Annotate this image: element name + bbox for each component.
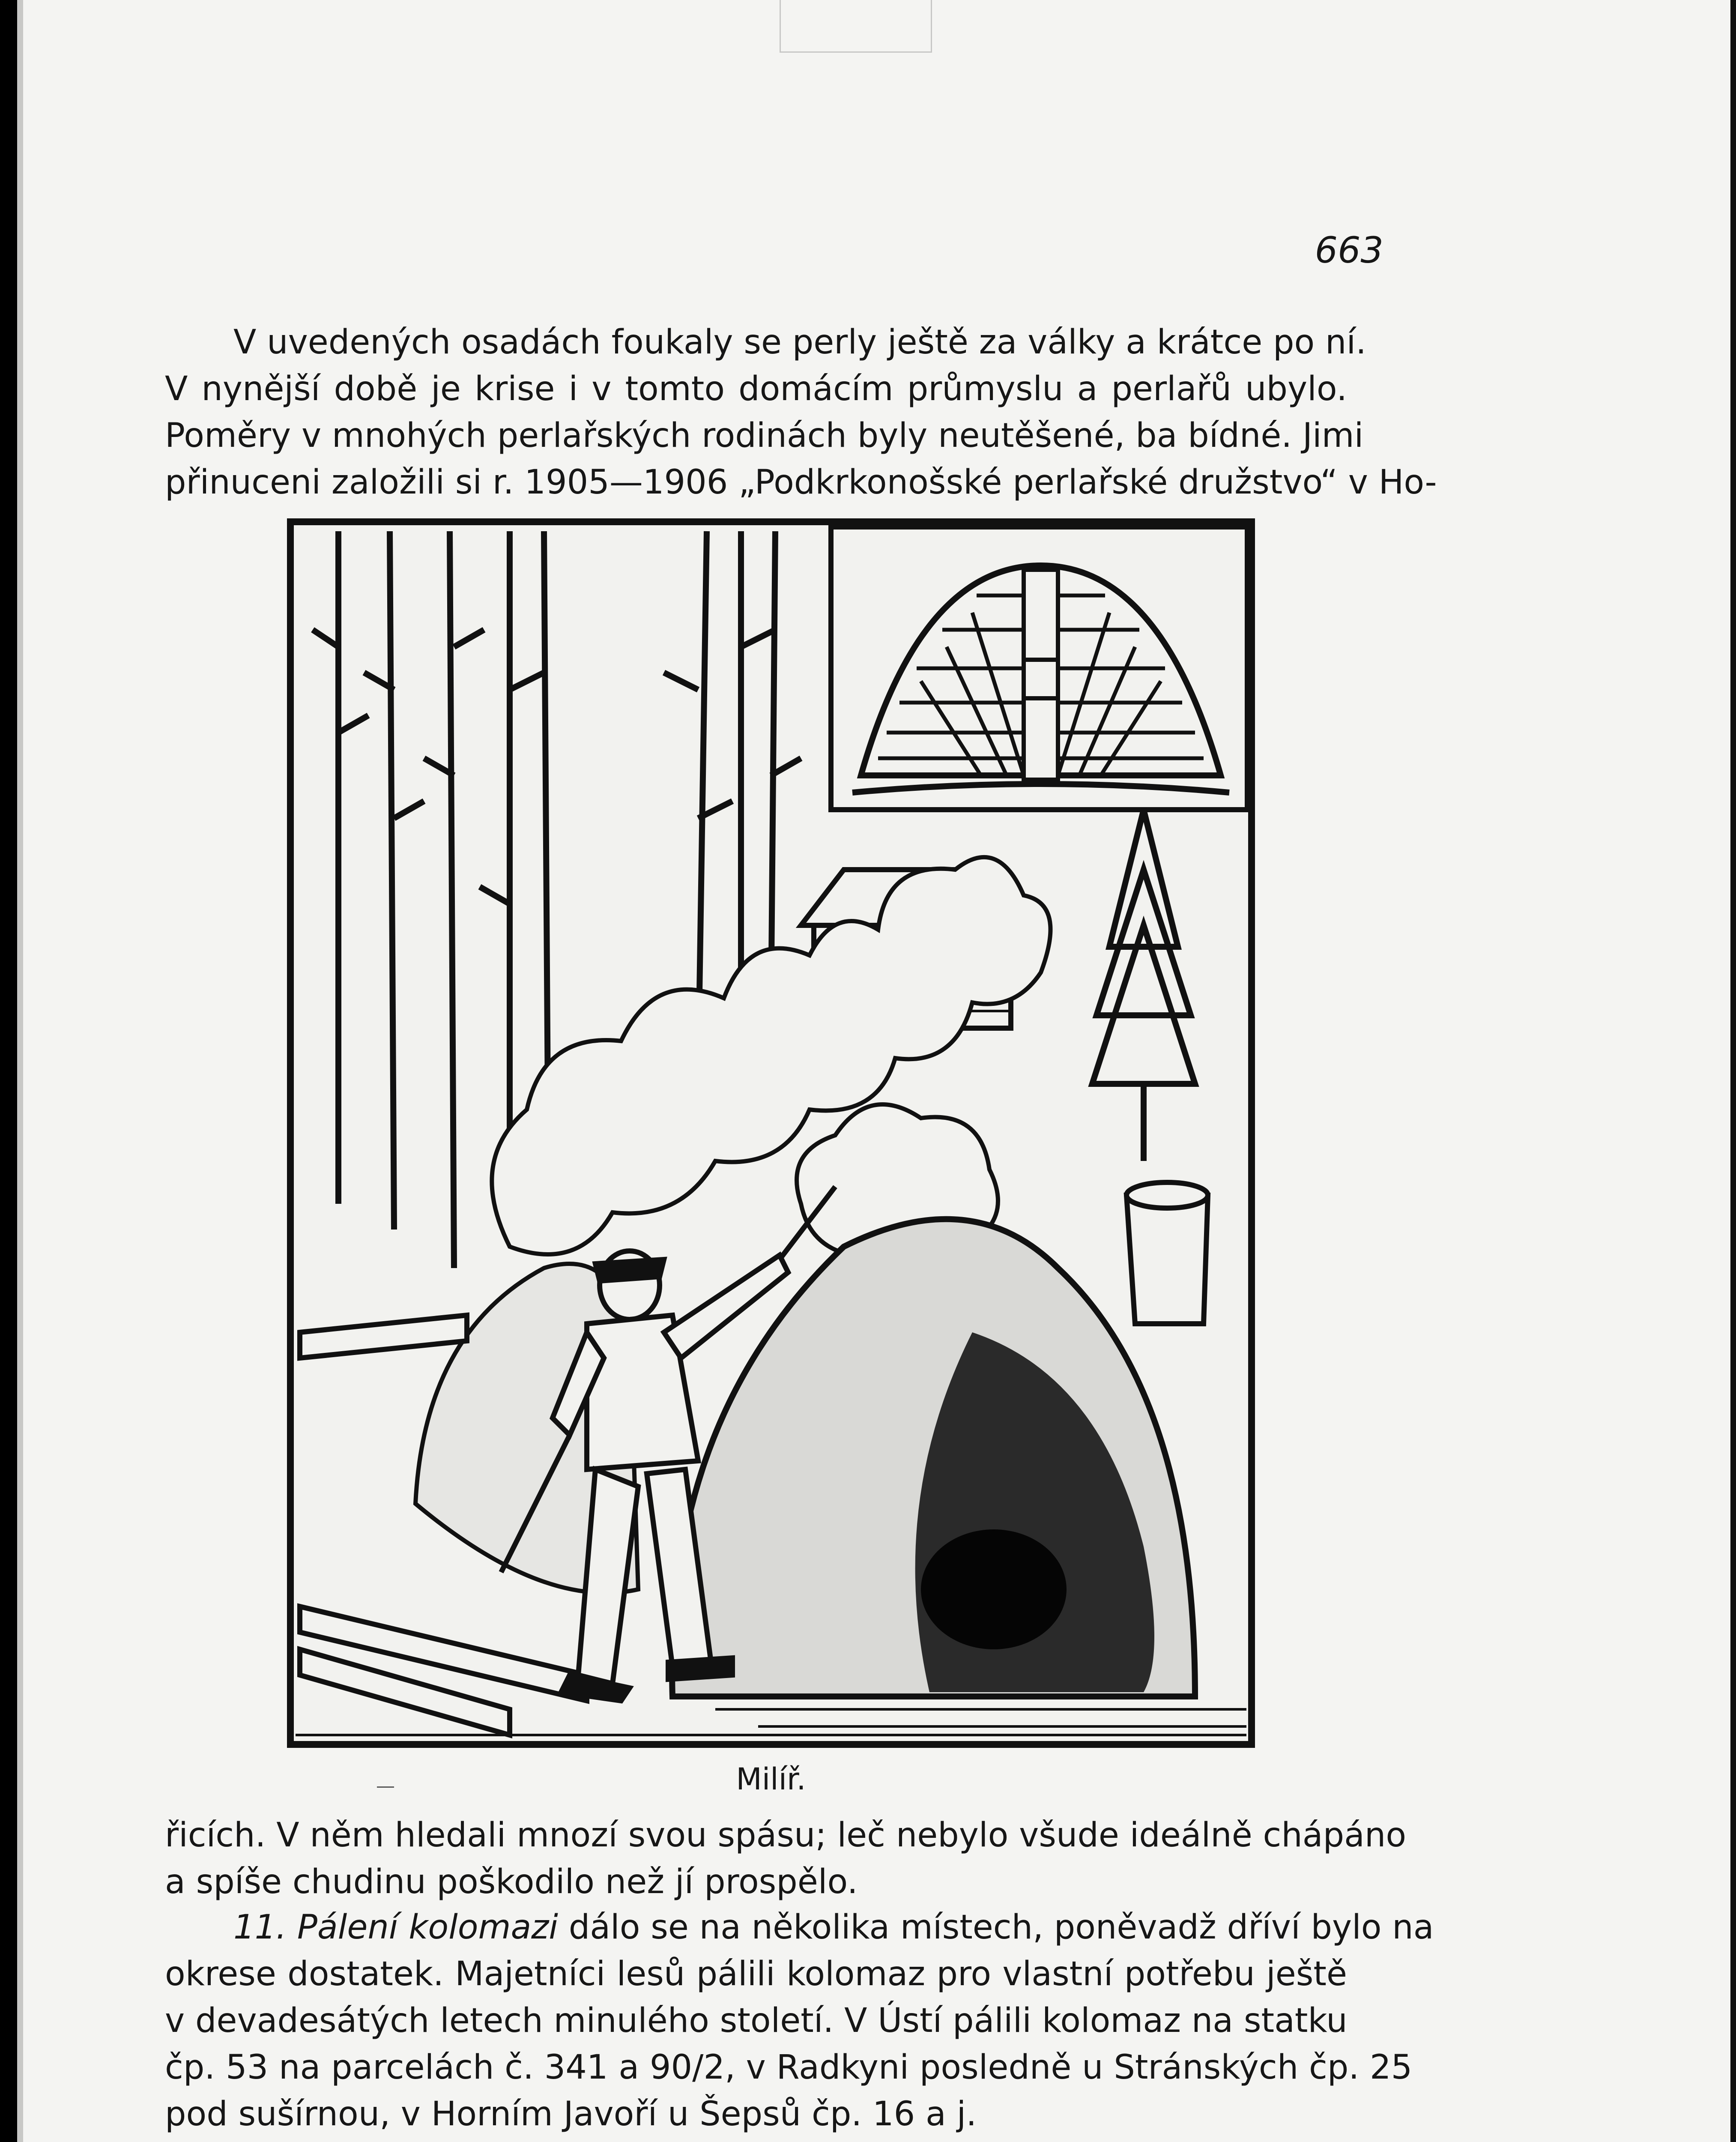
scan-artifact: [377, 1786, 394, 1788]
text-line: Poměry v mnohých perlařských rodinách byly neutěšené, ba bídné. Jimi: [165, 416, 1364, 455]
figure-caption: Milíř.: [736, 1762, 806, 1797]
inset-kiln-cross-section: [831, 527, 1247, 810]
page-edge-left: [17, 0, 23, 2142]
tree-stump: [1126, 1182, 1208, 1324]
text-line: pod sušírnou, v Horním Javoří u Šepsů čp. 16 a j.: [165, 2095, 977, 2133]
paragraph-pearl-makers: [165, 319, 1437, 506]
text-line: v devadesátých letech minulého století. V Ústí pálili kolomaz na statku: [165, 2001, 1348, 2040]
text-line: řicích. V něm hledali mnozí svou spásu; leč nebylo všude ideálně chápáno: [165, 1816, 1407, 1855]
text-line: přinuceni založili si r. 1905—1906 „Podkrkonošské perlařské družstvo“ v Ho-: [165, 463, 1437, 502]
page-number: 663: [1315, 229, 1383, 271]
text-line: okrese dostatek. Majetníci lesů pálili kolomaz pro vlastní potřebu ještě: [165, 1955, 1347, 1993]
paragraph-cooperative: [165, 1812, 1407, 1906]
text-line: a spíše chudinu poškodilo než jí prospělo.: [165, 1863, 858, 1901]
section-heading: Pálení kolomazi: [297, 1908, 558, 1947]
text-line: čp. 53 na parcelách č. 341 a 90/2, v Radkyni posledně u Stránských čp. 25: [165, 2048, 1413, 2087]
text-line: V uvedených osadách foukaly se perly ještě za války a krátce po ní.: [233, 323, 1366, 362]
paragraph-wagon-grease: [165, 1904, 1434, 2138]
text-line: [165, 1904, 1434, 1951]
section-number: 11.: [233, 1908, 287, 1947]
text-fragment: dálo se na několika místech, poněvadž dříví bylo na: [568, 1908, 1434, 1947]
scan-artifact: [780, 0, 932, 53]
illustration-charcoal-kiln: [287, 518, 1255, 1748]
page-edge-right: [1730, 0, 1736, 2142]
text-line: V nynější době je krise i v tomto domácím průmyslu a perlařů ubylo.: [165, 370, 1347, 408]
